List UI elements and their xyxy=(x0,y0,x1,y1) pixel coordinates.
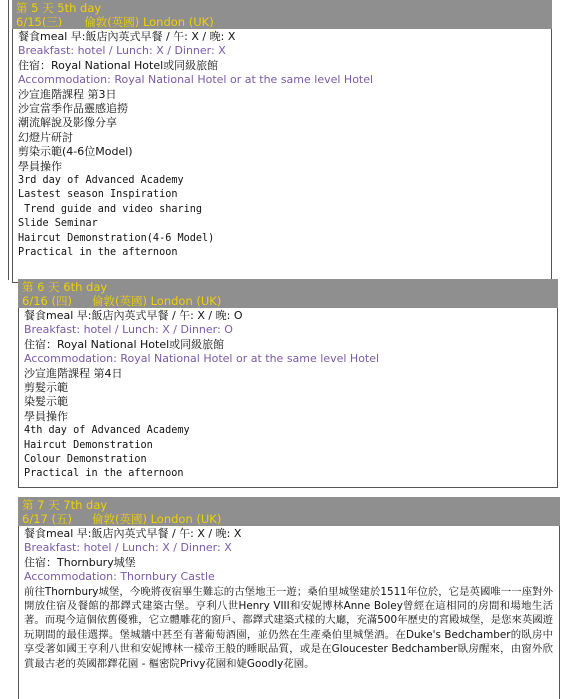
program-line: 染髮示範 xyxy=(24,395,68,409)
program-line: 學員操作 xyxy=(18,159,62,173)
castle-description: 前往Thornbury城堡，今晚將夜宿畢生難忘的古堡地王一遊；桑伯里城堡建於1511年位於，它是英國唯一一座對外開放住宿及餐館的都鐸式建築古堡。亨利八世Henry VIII和安妮博林Anne Boley曾經在這相同的房間和場地生活著。而現今這個依舊優雅，它立體雕花的窗戶、都鐸式建築式樣的大廳，充滿500年歷史的宮殿城堡，是您來英國遊玩期間的最佳選擇。堡城牆中甚至有著葡萄酒園，並仍然在生產桑伯里城堡酒。在Duke's Bedchamber的臥房中享受著如國王亨利八世和安妮博林一樣帝王般的睡眠品質，或是在Gloucester Bedchamber臥房醒來，由窗外欣賞最古老的英國都鐸花園 - 樞密院Privy花園和婕Goodly花園。 xyxy=(24,585,553,670)
program-line: 潮流解說及影像分享 xyxy=(18,116,117,130)
program-en-line: Practical in the afternoon xyxy=(24,468,184,480)
day-5-header xyxy=(12,0,552,29)
day-6-date-city xyxy=(22,294,554,308)
program-line: 沙宣進階課程 第3日 xyxy=(18,87,117,101)
program-en-line: 3rd day of Advanced Academy xyxy=(18,175,184,187)
day-6-city: 倫敦(英國) London (UK) xyxy=(91,294,222,308)
meal-en: Breakfast: hotel / Lunch: X / Dinner: O xyxy=(24,323,233,337)
day-6-section xyxy=(18,279,558,488)
day-5-date-city xyxy=(16,15,548,29)
day-7-city: 倫敦(英國) London (UK) xyxy=(91,512,222,526)
day-7-body xyxy=(18,526,560,699)
day-5-city: 倫敦(英國) London (UK) xyxy=(84,15,214,29)
meal-en: Breakfast: hotel / Lunch: X / Dinner: X xyxy=(18,44,226,58)
hotel-zh: 住宿：Thornbury城堡 xyxy=(24,555,136,569)
hotel-zh: 住宿：Royal National Hotel或同級旅館 xyxy=(24,337,225,351)
hotel-zh: 住宿：Royal National Hotel或同級旅館 xyxy=(18,58,219,72)
day-6-body xyxy=(18,308,558,488)
meal-zh: 餐食meal 早:飯店內英式早餐 / 午: X / 晚: X xyxy=(24,527,242,540)
day-7-date-city xyxy=(22,512,556,526)
day-6-date: 6/16 (四) xyxy=(22,294,72,308)
day-7-number: 第 7 天 7th day xyxy=(22,498,108,512)
day-6-header xyxy=(18,279,558,308)
program-en-line: Haircut Demonstration xyxy=(24,439,153,451)
day-6-number: 第 6 天 6th day xyxy=(22,280,108,294)
day-5-body xyxy=(12,29,552,283)
program-line: 剪染示範(4-6位Model) xyxy=(18,145,133,159)
program-en-line: 4th day of Advanced Academy xyxy=(24,425,190,437)
program-en-line: Colour Demonstration xyxy=(24,454,147,466)
program-line: 學員操作 xyxy=(24,409,68,423)
meal-zh: 餐食meal 早:飯店內英式早餐 / 午: X / 晚: O xyxy=(24,309,243,322)
left-border-line xyxy=(8,0,9,280)
hotel-en: Accommodation: Thornbury Castle xyxy=(24,570,215,584)
day-7-section xyxy=(18,497,560,699)
program-en-line: Trend guide and video sharing xyxy=(18,203,203,215)
hotel-en: Accommodation: Royal National Hotel or at the same level Hotel xyxy=(18,73,374,87)
program-line: 沙宣當季作品靈感追撈 xyxy=(18,102,128,116)
program-en-line: Practical in the afternoon xyxy=(18,247,178,259)
day-5-section xyxy=(12,0,552,283)
meal-zh: 餐食meal 早:飯店內英式早餐 / 午: X / 晚: X xyxy=(18,30,236,43)
day-7-header xyxy=(18,497,560,526)
program-en-line: Haircut Demonstration(4-6 Model) xyxy=(18,232,215,244)
program-line: 幻燈片研討 xyxy=(18,130,73,144)
program-line: 剪髮示範 xyxy=(24,381,68,395)
day-5-number: 第 5 天 5th day xyxy=(16,1,102,15)
program-en-line: Slide Seminar xyxy=(18,218,98,230)
day-5-date: 6/15(三) xyxy=(16,15,63,29)
meal-en: Breakfast: hotel / Lunch: X / Dinner: X xyxy=(24,541,232,555)
program-en-line: Lastest season Inspiration xyxy=(18,189,178,201)
hotel-en: Accommodation: Royal National Hotel or at the same level Hotel xyxy=(24,352,380,366)
program-line: 沙宣進階課程 第4日 xyxy=(24,366,123,380)
day-7-date: 6/17 (五) xyxy=(22,512,72,526)
